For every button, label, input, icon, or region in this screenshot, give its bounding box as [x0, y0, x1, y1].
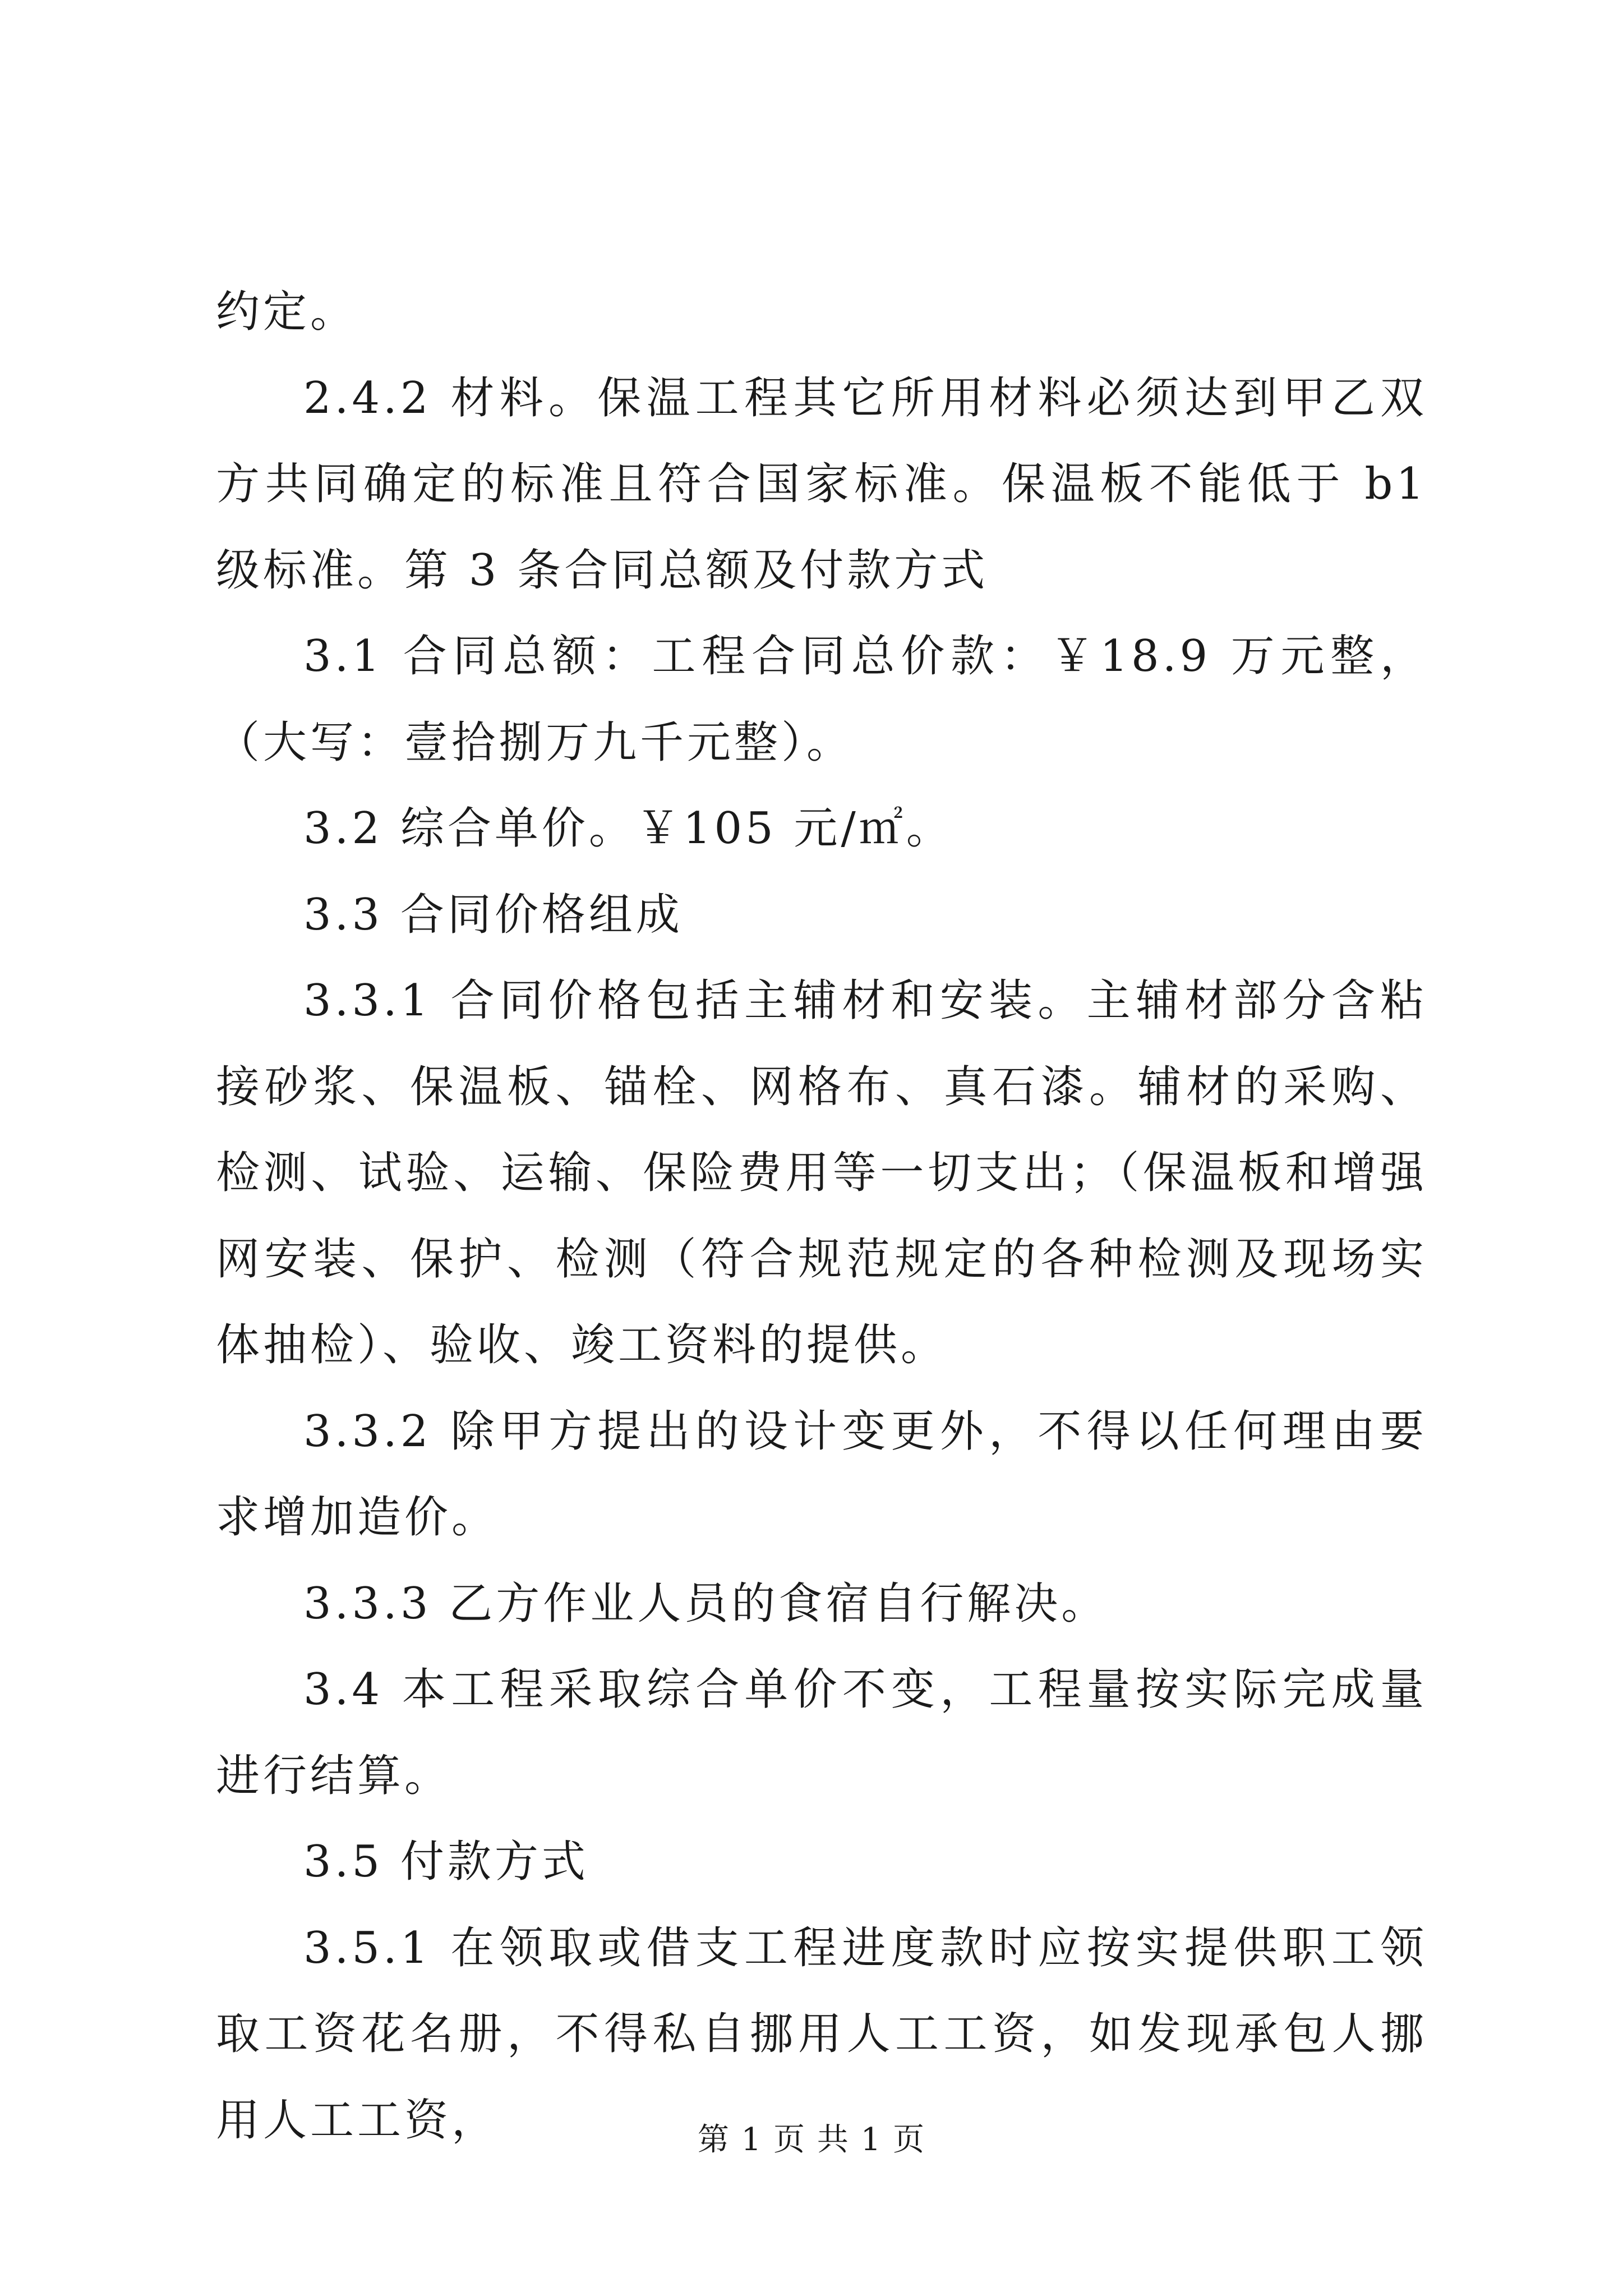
paragraph-3-3-3-accommodation: 3.3.3 乙方作业人员的食宿自行解决。	[303, 1578, 1109, 1629]
document-body	[216, 269, 1427, 2164]
paragraph-3-3-1-price-includes: 3.3.1 合同价格包括主辅材和安装。主辅材部分含粘接砂浆、保温板、锚栓、网格布、真石漆。辅材的采购、检测、试验、运输、保险费用等一切支出；（保温板和增强网安装、保护、检测（符合规范规定的各种检测及现场实体抽检）、验收、竣工资料的提供。	[216, 976, 1427, 1370]
paragraph-2-4-2-materials: 2.4.2 材料。保温工程其它所用材料必须达到甲乙双方共同确定的标准且符合国家标准。保温板不能低于 b1 级标准。第 3 条合同总额及付款方式	[216, 372, 1427, 596]
paragraph-agreement-end: 约定。	[216, 287, 358, 337]
page-footer: 第 1 页 共 1 页	[697, 2122, 926, 2158]
paragraph-3-5-1-wage-roster: 3.5.1 在领取或借支工程进度款时应按实提供职工领取工资花名册，不得私自挪用人工工资，如发现承包人挪用人工工资，	[216, 1922, 1427, 2146]
paragraph-3-4-settlement: 3.4 本工程采取综合单价不变，工程量按实际完成量进行结算。	[216, 1664, 1427, 1801]
paragraph-3-3-price-composition: 3.3 合同价格组成	[303, 889, 683, 940]
paragraph-3-1-contract-total: 3.1 合同总额：工程合同总价款：￥18.9 万元整，（大写：壹拾捌万九千元整）。	[216, 631, 1427, 768]
paragraph-3-2-unit-price: 3.2 综合单价。￥105 元/㎡。	[303, 803, 953, 854]
paragraph-3-3-2-design-change: 3.3.2 除甲方提出的设计变更外，不得以任何理由要求增加造价。	[216, 1406, 1427, 1543]
paragraph-3-5-payment-method: 3.5 付款方式	[303, 1837, 589, 1887]
